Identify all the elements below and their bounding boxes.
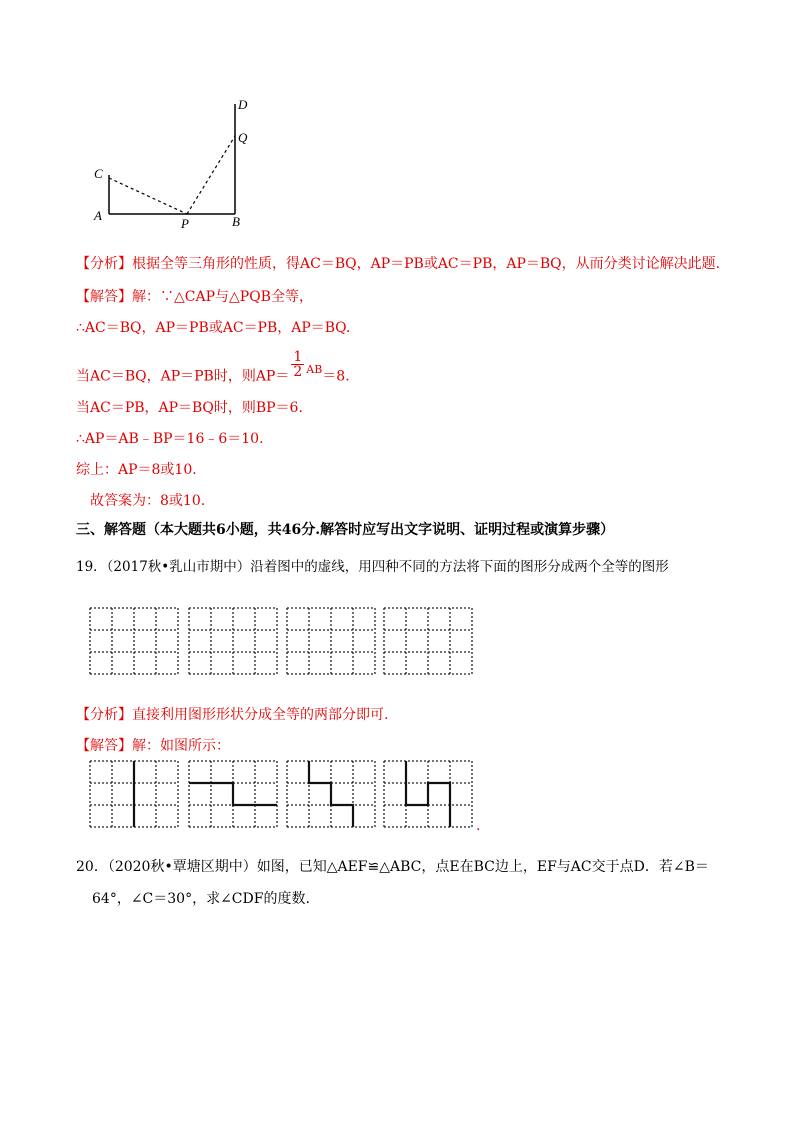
q18-final: 故答案为：8或10. (90, 493, 206, 509)
blank-grid-4 (384, 608, 472, 674)
q18-case-1 (76, 349, 350, 391)
segment-CP (109, 178, 187, 214)
section-3-heading: 三、解答题（本大题共6小题，共46分.解答时应写出文字说明、证明过程或演算步骤） (76, 522, 615, 538)
q18-therefore-1: ∴AC＝BQ，AP＝PB或AC＝PB，AP＝BQ. (76, 320, 351, 336)
q18-therefore-2: ∴AP＝AB﹣BP＝16﹣6＝10. (76, 431, 264, 447)
blank-grid-1 (90, 608, 178, 674)
segment-PQ (187, 136, 235, 214)
frac-denominator: 2 (293, 364, 303, 380)
q20-line-1: 20．（2020秋•覃塘区期中）如图，已知△AEF≌△ABC，点E在BC边上，EF与AC交于点D．若∠B＝ (76, 859, 709, 875)
blank-grid-3 (287, 608, 375, 674)
label-P: P (181, 216, 189, 231)
q19-analysis: 【分析】直接利用图形形状分成全等的两部分即可. (76, 707, 389, 723)
answer-grid-3 (287, 761, 375, 827)
q20-line-2: 64°，∠C＝30°，求∠CDF的度数. (92, 891, 310, 907)
label-B: B (232, 214, 240, 229)
label-Q: Q (238, 130, 248, 145)
case1-ab: AB (306, 362, 323, 376)
label-D: D (238, 97, 248, 112)
label-A: A (94, 208, 102, 223)
frac-numerator: 1 (293, 349, 303, 365)
q19-blank-grids (85, 605, 480, 680)
q19-answer: 【解答】解：如图所示： (76, 738, 230, 754)
q18-answer-intro: 【解答】解：∵△CAP与△PQB全等， (76, 289, 313, 305)
cut-line (189, 783, 277, 805)
answer-grid-4 (384, 761, 472, 827)
blank-grid-2 (189, 608, 277, 674)
q19-answer-grids (85, 758, 485, 833)
q18-analysis: 【分析】根据全等三角形的性质，得AC＝BQ，AP＝PB或AC＝PB，AP＝BQ，从而分类讨论解决此题. (76, 256, 721, 272)
q18-case-2: 当AC＝PB，AP＝BQ时，则BP＝6. (76, 400, 303, 416)
case1-prefix: 当AC＝BQ，AP＝PB时，则AP＝ (76, 368, 290, 385)
q19-text: 19．（2017秋•乳山市期中）沿着图中的虚线，用四种不同的方法将下面的图形分成两个全等的图形 (76, 559, 669, 575)
answer-grid-2 (189, 761, 277, 827)
label-C: C (94, 166, 103, 181)
case1-suffix: ＝8. (322, 368, 350, 385)
q19-trailing-dot: . (476, 818, 481, 834)
q18-summary: 综上：AP＝8或10. (76, 462, 197, 478)
answer-grid-1 (90, 761, 178, 827)
fraction-one-half (291, 350, 304, 379)
